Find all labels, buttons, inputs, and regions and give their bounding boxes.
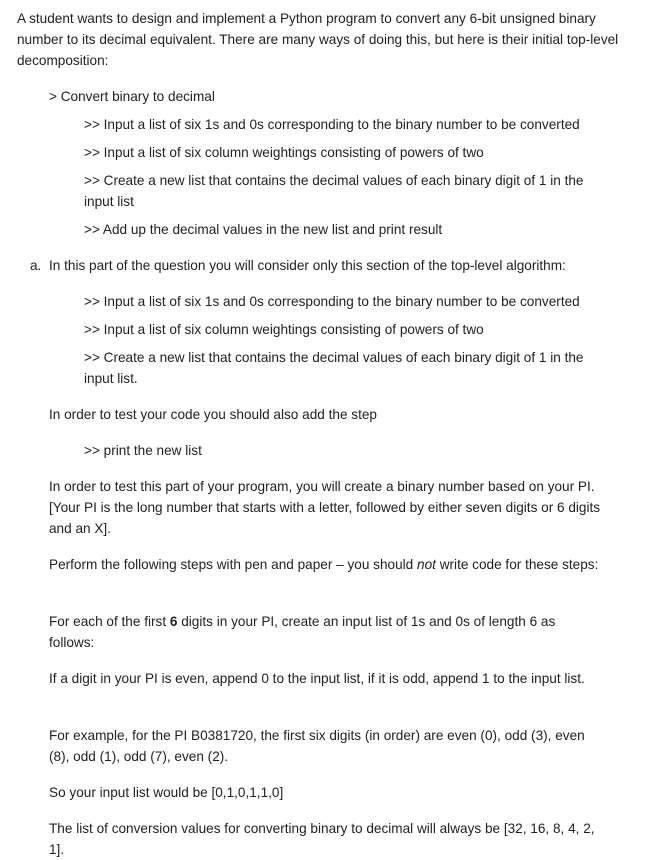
part-a-step-3: >> Create a new list that contains the decimal values of each binary digit of 1 in the input list. bbox=[84, 350, 584, 386]
test-intro: In order to test your code you should also add the step bbox=[49, 407, 377, 422]
decomposition-step-1: >> Input a list of six 1s and 0s corresponding to the binary number to be converted bbox=[84, 117, 580, 132]
decomposition-step-4: >> Add up the decimal values in the new list and print result bbox=[84, 222, 443, 237]
test-step: >> print the new list bbox=[84, 443, 202, 458]
bold-six: 6 bbox=[169, 614, 178, 629]
decomposition-step-3: >> Create a new list that contains the decimal values of each binary digit of 1 in the input list bbox=[84, 173, 584, 209]
pi-paragraph: In order to test this part of your program, you will create a binary number based on your PI. [Your PI is the long number that starts with a letter, followed by either seven digits or 6 digits and an X]. bbox=[49, 479, 601, 536]
part-a-step-1: >> Input a list of six 1s and 0s corresponding to the binary number to be converted bbox=[84, 294, 580, 309]
emphasis-not: not bbox=[417, 557, 436, 572]
decomposition-step-2: >> Input a list of six column weightings consisting of powers of two bbox=[84, 145, 484, 160]
question-a-marker: a. bbox=[30, 258, 42, 273]
conversion-values: The list of conversion values for converting binary to decimal will always be [32, 16, 8, 4, 2, 1]. bbox=[49, 821, 595, 857]
question-a-text: In this part of the question you will consider only this section of the top-level algorithm: bbox=[49, 258, 566, 273]
each-digit-paragraph: For each of the first 6 digits in your PI, create an input list of 1s and 0s of length 6 as follows: bbox=[49, 614, 556, 650]
intro-paragraph: A student wants to design and implement a Python program to convert any 6-bit unsigned binary number to its decimal equivalent. There are many ways of doing this, but here is their initial top-level decomposition: bbox=[17, 11, 619, 68]
example-paragraph: For example, for the PI B0381720, the first six digits (in order) are even (0), odd (3), even (8), odd (1), odd (7), even (2). bbox=[49, 728, 585, 764]
even-odd-rule: If a digit in your PI is even, append 0 to the input list, if it is odd, append 1 to the input list. bbox=[49, 671, 585, 686]
input-list-example: So your input list would be [0,1,0,1,1,0] bbox=[49, 785, 284, 800]
pen-paper-paragraph: Perform the following steps with pen and paper – you should not write code for these steps: bbox=[49, 557, 599, 572]
part-a-step-2: >> Input a list of six column weightings consisting of powers of two bbox=[84, 322, 484, 337]
decomposition-top-step: > Convert binary to decimal bbox=[49, 89, 215, 104]
